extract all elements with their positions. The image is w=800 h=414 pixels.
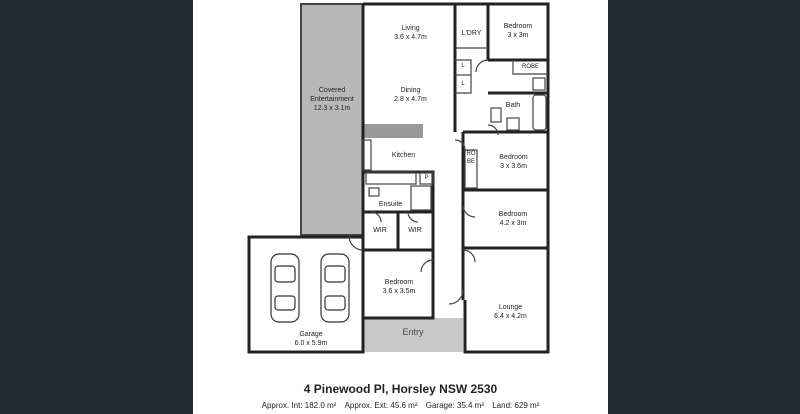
room-bedroom-top bbox=[488, 22, 548, 40]
area-external: Approx. Ext: 45.6 m² bbox=[344, 401, 418, 410]
room-name: P bbox=[424, 175, 429, 181]
room-name: Garage bbox=[299, 331, 323, 338]
room-name: WIR bbox=[408, 227, 422, 234]
room-name: Lounge bbox=[498, 304, 523, 311]
room-name: ROBE bbox=[466, 151, 476, 165]
room-name: Entry bbox=[402, 327, 424, 337]
area-internal: Approx. Int: 182.0 m² bbox=[261, 401, 337, 410]
room-name: Kitchen bbox=[391, 152, 416, 159]
room-name: Bedroom bbox=[498, 211, 528, 218]
room-linen-2 bbox=[455, 80, 471, 89]
room-size: 12.3 x 3.1m bbox=[313, 105, 351, 112]
room-robe-top bbox=[513, 63, 548, 72]
room-name: Bath bbox=[505, 102, 521, 109]
area-land: Land: 629 m² bbox=[492, 401, 540, 410]
room-size: 6.4 x 4.2m bbox=[494, 313, 527, 320]
room-robe-side bbox=[465, 150, 477, 166]
room-size: 3 x 3m bbox=[507, 32, 529, 39]
room-name: Bedroom bbox=[499, 154, 528, 161]
room-name: L'DRY bbox=[461, 30, 482, 37]
area-summary bbox=[193, 401, 608, 410]
room-name: Bedroom bbox=[384, 279, 414, 286]
room-dining bbox=[383, 86, 438, 104]
room-wir-right bbox=[400, 226, 430, 235]
room-bedroom-low bbox=[483, 210, 543, 228]
room-name: L bbox=[461, 81, 465, 87]
room-pantry bbox=[420, 174, 433, 183]
room-name: Covered bbox=[318, 87, 346, 94]
kitchen-bench bbox=[363, 124, 423, 138]
room-entry bbox=[393, 328, 433, 337]
room-name: L bbox=[461, 63, 465, 69]
room-bath bbox=[498, 101, 528, 110]
room-name: Bedroom bbox=[503, 23, 533, 30]
room-size: 4.2 x 3m bbox=[499, 220, 527, 227]
floor-plan-sheet bbox=[193, 0, 608, 414]
property-address: 4 Pinewood Pl, Horsley NSW 2530 bbox=[303, 382, 498, 396]
area-garage: Garage: 35.4 m² bbox=[425, 401, 484, 410]
room-name: Dining bbox=[400, 87, 421, 94]
room-covered-entertainment bbox=[301, 86, 363, 113]
garage-cars bbox=[271, 254, 349, 322]
room-wir-left bbox=[365, 226, 395, 235]
room-size: 3.6 x 4.7m bbox=[394, 34, 427, 41]
room-laundry bbox=[455, 29, 488, 38]
room-bedroom-mid bbox=[481, 153, 546, 171]
room-master-bedroom bbox=[371, 278, 427, 296]
room-name-line2: Entertainment bbox=[310, 96, 354, 103]
room-name: Ensuite bbox=[378, 201, 403, 208]
room-name: ROBE bbox=[521, 64, 539, 70]
room-living bbox=[383, 24, 438, 42]
room-name: WIR bbox=[373, 227, 387, 234]
room-size: 6.0 x 5.9m bbox=[294, 340, 328, 347]
covered-entertainment-area bbox=[301, 4, 363, 235]
room-lounge bbox=[478, 303, 543, 321]
room-size: 2.8 x 4.7m bbox=[394, 96, 427, 103]
room-name: Living bbox=[401, 25, 420, 32]
room-kitchen bbox=[381, 151, 426, 160]
room-size: 3.6 x 3.5m bbox=[382, 288, 416, 295]
room-garage bbox=[281, 330, 341, 348]
room-linen-1 bbox=[455, 62, 471, 71]
room-ensuite bbox=[368, 200, 413, 209]
room-size: 3 x 3.6m bbox=[500, 163, 527, 170]
